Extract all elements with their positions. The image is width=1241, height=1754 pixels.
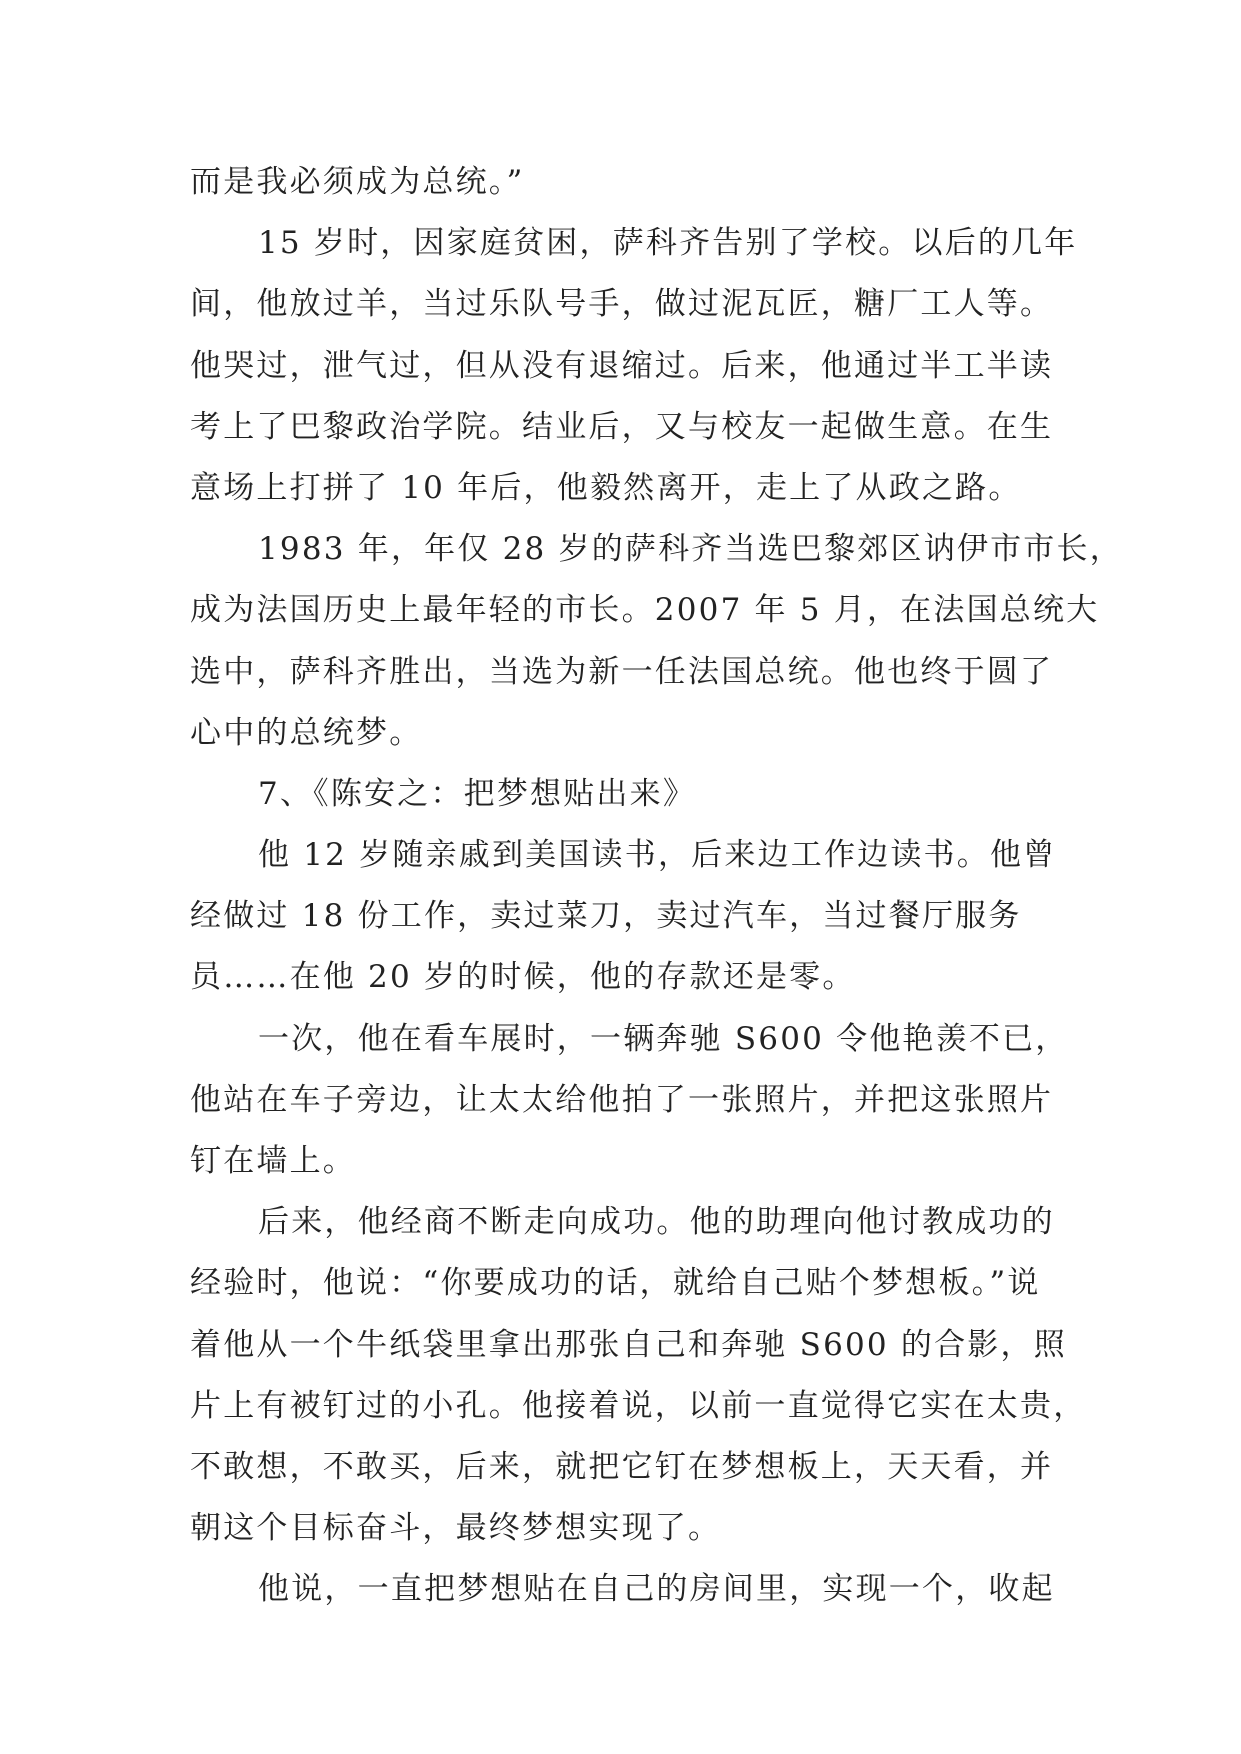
text-line: 经做过 18 份工作，卖过菜刀，卖过汽车，当过餐厅服务 xyxy=(190,898,1022,935)
text-line: 意场上打拼了 10 年后，他毅然离开，走上了从政之路。 xyxy=(190,469,1022,506)
text-line: 选中，萨科齐胜出，当选为新一任法国总统。他也终于圆了 xyxy=(190,653,1054,690)
text-line: 钉在墙上。 xyxy=(190,1143,356,1179)
body-text xyxy=(190,152,1123,1621)
text-line: 员……在他 20 岁的时候，他的存款还是零。 xyxy=(190,959,856,996)
text-line: 他站在车子旁边，让太太给他拍了一张照片，并把这张照片 xyxy=(190,1081,1054,1118)
text-line: 而是我必须成为总统。” xyxy=(190,164,525,200)
text-line: 他哭过，泄气过，但从没有退缩过。后来，他通过半工半读 xyxy=(190,347,1054,384)
text-line: 经验时，他说：“你要成功的话，就给自己贴个梦想板。”说 xyxy=(190,1265,1041,1302)
text-line: 朝这个目标奋斗，最终梦想实现了。 xyxy=(190,1510,722,1547)
text-line: 心中的总统梦。 xyxy=(190,714,423,751)
text-line: 15 岁时，因家庭贫困，萨科齐告别了学校。以后的几年 xyxy=(258,225,1078,262)
text-line: 7、《陈安之：把梦想贴出来》 xyxy=(258,775,697,812)
text-line: 不敢想，不敢买，后来，就把它钉在梦想板上，天天看，并 xyxy=(190,1448,1054,1485)
text-line: 后来，他经商不断走向成功。他的助理向他讨教成功的 xyxy=(258,1204,1055,1241)
text-line: 考上了巴黎政治学院。结业后，又与校友一起做生意。在生 xyxy=(190,408,1054,445)
text-line: 他 12 岁随亲戚到美国读书，后来边工作边读书。他曾 xyxy=(258,837,1057,874)
text-line: 片上有被钉过的小孔。他接着说，以前一直觉得它实在太贵， xyxy=(190,1387,1087,1424)
text-line: 1983 年，年仅 28 岁的萨科齐当选巴黎郊区讷伊市市长， xyxy=(258,531,1123,568)
text-line: 着他从一个牛纸袋里拿出那张自己和奔驰 S600 的合影，照 xyxy=(190,1326,1067,1363)
text-line: 一次，他在看车展时，一辆奔驰 S600 令他艳羡不已， xyxy=(258,1020,1069,1057)
text-line: 成为法国历史上最年轻的市长。2007 年 5 月，在法国总统大 xyxy=(190,592,1100,629)
text-line: 他说，一直把梦想贴在自己的房间里，实现一个，收起 xyxy=(258,1571,1055,1608)
text-line: 间，他放过羊，当过乐队号手，做过泥瓦匠，糖厂工人等。 xyxy=(190,286,1054,323)
